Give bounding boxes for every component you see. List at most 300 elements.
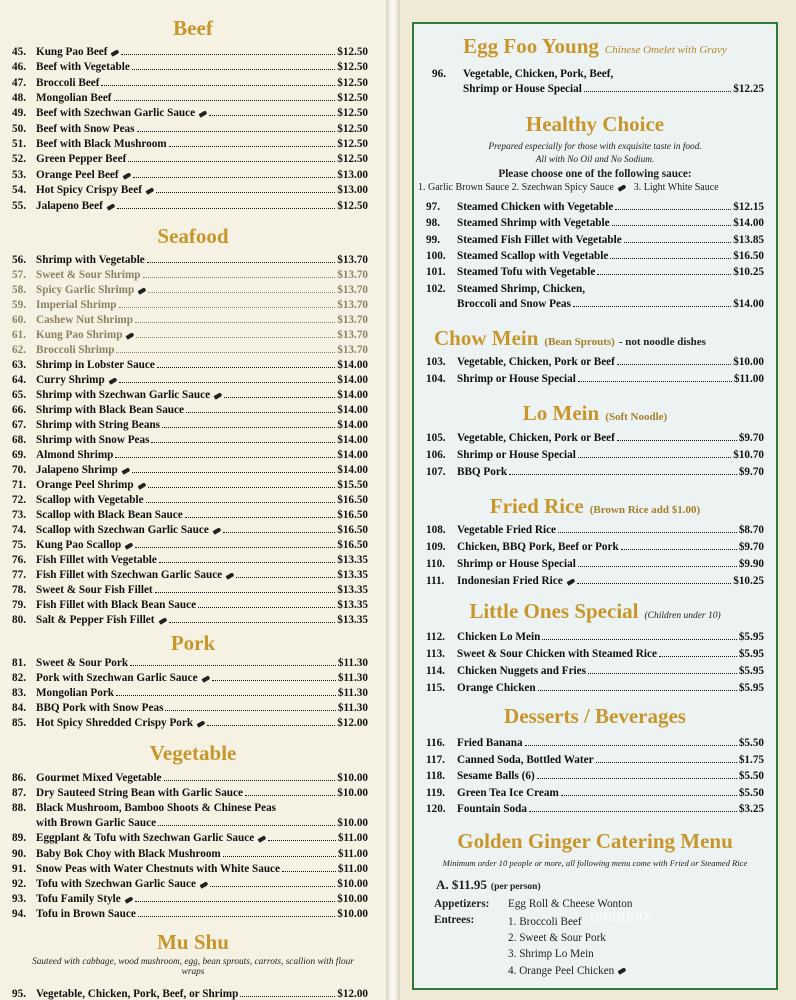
item-name: Vegetable Fried Rice	[457, 524, 556, 536]
item-number: 67.	[12, 419, 26, 431]
item-name: Steamed Shrimp with Vegetable	[457, 217, 610, 230]
item-name: Scallop with Szechwan Garlic Sauce	[36, 524, 209, 536]
dot-leader	[147, 262, 335, 263]
item-price: $13.70	[337, 299, 368, 311]
spicy-pepper-icon	[138, 287, 147, 294]
item-price: $5.50	[738, 737, 764, 749]
page-fold	[386, 0, 400, 1000]
section-title: Chow Mein	[434, 326, 539, 350]
item-name: Sesame Balls (6)	[457, 770, 535, 782]
menu-item	[12, 479, 368, 491]
section-heading	[412, 704, 778, 729]
item-price: $10.00	[337, 907, 368, 920]
item-name: Orange Chicken	[457, 682, 536, 694]
spicy-pepper-icon	[617, 184, 626, 191]
menu-item	[426, 373, 764, 385]
item-price: $5.95	[738, 665, 764, 677]
item-name: Shrimp or House Special	[457, 558, 576, 570]
dot-leader	[578, 457, 731, 458]
item-price: $12.50	[337, 138, 368, 151]
package-per: (per person)	[490, 882, 541, 892]
section-subtitle: Chinese Omelet with Gravy	[604, 44, 727, 56]
item-name: Broccoli Beef	[36, 76, 100, 89]
item-price: $9.90	[738, 558, 764, 570]
item-price: $3.25	[738, 803, 764, 815]
item-name: Snow Peas with Water Chestnuts with White Sauce	[36, 862, 280, 875]
item-price: $13.35	[337, 569, 368, 581]
menu-item	[12, 123, 368, 135]
dot-leader	[578, 381, 732, 382]
item-name: Indonesian Fried Rice	[457, 575, 563, 587]
item-price: $12.25	[733, 83, 764, 95]
item-name: Almond Shrimp	[36, 449, 114, 461]
spicy-pepper-icon	[106, 203, 115, 210]
menu-item	[426, 737, 764, 749]
dot-leader	[198, 607, 335, 608]
item-number: 109.	[426, 541, 446, 553]
dot-leader	[612, 225, 732, 226]
item-price: $10.00	[337, 772, 368, 784]
dot-leader	[119, 382, 336, 383]
item-name: Jalapeno Shrimp	[36, 464, 118, 476]
item-number: 61.	[12, 329, 26, 341]
menu-item	[12, 254, 368, 266]
item-number: 77.	[12, 569, 26, 581]
item-price: $14.00	[337, 419, 368, 431]
item-number: 81.	[12, 657, 26, 669]
item-name: Shrimp or House Special	[457, 448, 576, 461]
item-price: $9.70	[738, 465, 764, 478]
item-number: 74.	[12, 524, 26, 536]
menu-item	[426, 466, 764, 478]
item-number: 92.	[12, 877, 26, 890]
item-number: 94.	[12, 907, 26, 920]
menu-item	[426, 665, 764, 677]
item-name: Scallop with Black Bean Sauce	[36, 509, 183, 521]
menu-item	[426, 217, 764, 229]
item-name: Steamed Scallop with Vegetable	[457, 249, 609, 262]
dot-leader	[509, 474, 737, 475]
menu-item	[426, 754, 764, 766]
item-number: 96.	[432, 68, 446, 80]
item-number: 104.	[426, 373, 446, 385]
sauce-instruction: Please choose one of the following sauce:	[498, 168, 692, 180]
item-name: Mongolian Pork	[36, 687, 115, 700]
section-title: Desserts / Beverages	[504, 704, 686, 728]
item-price: $13.35	[337, 614, 368, 626]
menu-item	[12, 374, 368, 386]
item-price: $13.00	[337, 168, 368, 181]
section-heading	[434, 326, 778, 351]
item-price: $5.95	[738, 631, 764, 643]
item-name: Scallop with Vegetable	[36, 494, 144, 506]
item-price: $12.50	[337, 107, 368, 120]
item-price: $12.50	[337, 199, 368, 212]
menu-item	[12, 687, 368, 699]
item-name: Sweet & Sour Pork	[36, 657, 129, 669]
item-name: Sweet & Sour Chicken with Steamed Rice	[457, 648, 657, 660]
item-name: Dry Sauteed String Bean with Garlic Sauce	[36, 787, 243, 800]
dot-leader	[128, 161, 335, 162]
item-name: Beef with Szechwan Garlic Sauce	[36, 107, 196, 120]
item-number: 55.	[12, 199, 26, 212]
item-name: Eggplant & Tofu with Szechwan Garlic Sauce	[36, 832, 255, 845]
item-name: Vegetable, Chicken, Pork or Beef	[457, 432, 615, 444]
item-number: 85.	[12, 717, 26, 730]
item-number: 49.	[12, 107, 26, 120]
menu-item	[426, 234, 764, 246]
menu-item	[426, 803, 764, 815]
dot-leader	[185, 517, 336, 518]
section-heading	[0, 631, 386, 656]
menu-item	[426, 266, 764, 278]
item-number: 108.	[426, 524, 446, 536]
section-heading	[0, 16, 386, 41]
item-number: 57.	[12, 269, 26, 281]
item-price: $5.95	[738, 648, 764, 660]
entrees-label: Entrees:	[434, 914, 475, 926]
menu-item-continued	[463, 83, 764, 95]
item-name: Steamed Chicken with Vegetable	[457, 201, 614, 213]
menu-item	[426, 575, 764, 587]
menu-item	[12, 702, 368, 714]
spicy-pepper-icon	[212, 527, 221, 534]
dot-leader	[148, 292, 335, 293]
item-price: $14.00	[337, 389, 368, 401]
item-price: $14.00	[733, 297, 764, 310]
dot-leader	[577, 583, 732, 584]
dot-leader	[596, 762, 737, 763]
item-price: $15.50	[337, 479, 368, 491]
dot-leader	[130, 665, 336, 666]
dot-leader	[621, 549, 737, 550]
section-subtitle: (Bean Sprouts)	[544, 336, 615, 348]
menu-item	[12, 184, 368, 196]
item-price: $14.00	[337, 464, 368, 476]
item-name-line2: Broccoli and Snow Peas	[457, 297, 571, 310]
item-price: $10.00	[337, 877, 368, 890]
item-number: 64.	[12, 374, 26, 386]
section-title: Vegetable	[149, 741, 237, 765]
dot-leader	[138, 916, 335, 917]
item-price: $13.70	[337, 329, 368, 341]
dot-leader	[146, 502, 336, 503]
menu-item	[12, 329, 368, 341]
menu-item	[12, 169, 368, 181]
dot-leader	[617, 440, 737, 441]
item-name: Fish Fillet with Black Bean Sauce	[36, 599, 197, 611]
item-number: 69.	[12, 449, 26, 461]
item-number: 115.	[426, 682, 445, 694]
dot-leader	[155, 592, 336, 593]
item-price: $12.15	[733, 201, 764, 213]
spicy-pepper-icon	[124, 896, 133, 903]
item-number: 95.	[12, 988, 26, 1000]
item-number: 84.	[12, 702, 26, 715]
item-price: $14.00	[337, 434, 368, 446]
item-number: 86.	[12, 772, 26, 784]
menu-item	[426, 631, 764, 643]
item-name: Beef with Snow Peas	[36, 122, 135, 135]
menu-item	[426, 201, 764, 213]
section-subtitle: (Children under 10)	[644, 611, 721, 621]
item-price: $14.00	[337, 449, 368, 461]
dot-leader	[157, 367, 335, 368]
section-subtitle: (Soft Noodle)	[605, 411, 668, 423]
item-price: $14.00	[733, 217, 764, 230]
item-number: 50.	[12, 122, 26, 135]
spicy-pepper-icon	[111, 49, 120, 56]
item-name: Steamed Fish Fillet with Vegetable	[457, 233, 622, 246]
dot-leader	[137, 131, 336, 132]
spicy-pepper-icon	[122, 172, 131, 179]
item-price: $5.95	[738, 682, 764, 694]
item-name: Mongolian Beef	[36, 92, 112, 105]
item-number: 59.	[12, 299, 26, 311]
item-name: Kung Pao Scallop	[36, 539, 122, 551]
item-name: Canned Soda, Bottled Water	[457, 753, 594, 766]
menu-item	[12, 584, 368, 596]
item-number: 97.	[426, 201, 440, 213]
item-number: 79.	[12, 599, 26, 611]
item-price: $11.30	[337, 657, 368, 669]
entree-name: 3. Shrimp Lo Mein	[508, 948, 594, 961]
menu-item	[12, 61, 368, 73]
section-heading	[412, 829, 778, 854]
section-heading	[412, 494, 778, 519]
item-name: Spicy Garlic Shrimp	[36, 284, 135, 296]
section-subtitle: (Brown Rice add $1.00)	[589, 504, 701, 516]
item-name: Fish Fillet with Szechwan Garlic Sauce	[36, 569, 223, 581]
item-number: 107.	[426, 465, 446, 478]
item-number: 89.	[12, 832, 26, 845]
item-name-line2: with Brown Garlic Sauce	[36, 817, 157, 830]
menu-item	[12, 657, 368, 669]
dot-leader	[169, 146, 336, 147]
dot-leader	[207, 725, 335, 726]
section-heading	[412, 34, 778, 59]
dot-leader	[223, 856, 336, 857]
item-number: 76.	[12, 554, 26, 566]
item-price: $13.85	[733, 233, 764, 246]
watermark: menupix	[590, 908, 651, 925]
section-title: Little Ones Special	[469, 599, 639, 623]
item-number: 47.	[12, 76, 26, 89]
item-name: Salt & Pepper Fish Fillet	[36, 614, 155, 626]
menu-item	[426, 250, 764, 262]
item-price: $11.30	[337, 672, 368, 685]
item-price: $16.50	[337, 524, 368, 536]
menu-item	[12, 299, 368, 311]
menu-item	[426, 787, 764, 799]
dot-leader	[186, 412, 335, 413]
item-number: 78.	[12, 584, 26, 596]
section-title: Seafood	[157, 224, 229, 248]
menu-item	[12, 314, 368, 326]
item-name: Green Pepper Beef	[36, 153, 127, 166]
menu-item	[12, 832, 368, 844]
menu-item	[12, 138, 368, 150]
dot-leader	[121, 54, 335, 55]
spicy-pepper-icon	[201, 675, 210, 682]
menu-item	[12, 389, 368, 401]
dot-leader	[148, 487, 336, 488]
menu-item	[12, 988, 368, 1000]
menu-item	[12, 284, 368, 296]
spicy-pepper-icon	[121, 467, 130, 474]
item-number: 53.	[12, 168, 26, 181]
item-price: $12.50	[337, 61, 368, 74]
dot-leader	[169, 622, 336, 623]
spicy-pepper-icon	[199, 111, 208, 118]
menu-item	[12, 404, 368, 416]
menu-item	[12, 434, 368, 446]
menu-item	[12, 878, 368, 890]
menu-item	[12, 359, 368, 371]
item-price: $13.70	[337, 269, 368, 281]
section-title: Lo Mein	[522, 401, 600, 425]
item-number: 73.	[12, 509, 26, 521]
item-price: $13.35	[337, 599, 368, 611]
item-price: $9.70	[738, 432, 764, 444]
dot-leader	[558, 532, 737, 533]
dot-leader	[158, 825, 335, 826]
item-price: $13.35	[337, 584, 368, 596]
dot-leader	[136, 337, 335, 338]
item-name: Vegetable, Chicken, Pork, Beef,	[463, 68, 614, 80]
item-name: Kung Pao Beef	[36, 46, 108, 58]
menu-item	[426, 770, 764, 782]
dot-leader	[584, 91, 731, 92]
menu-item	[12, 200, 368, 212]
item-price: $10.25	[733, 266, 764, 279]
dot-leader	[156, 192, 335, 193]
item-number: 103.	[426, 356, 446, 368]
item-name: Vegetable, Chicken, Pork or Beef	[457, 356, 615, 368]
dot-leader	[624, 242, 732, 243]
spicy-pepper-icon	[126, 332, 135, 339]
healthy-note-2: All with No Oil and No Sodium.	[535, 155, 655, 165]
item-number: 88.	[12, 802, 26, 815]
dot-leader	[165, 710, 335, 711]
item-price: $16.50	[337, 509, 368, 521]
menu-item	[12, 554, 368, 566]
item-name: Steamed Tofu with Vegetable	[457, 266, 596, 279]
item-number: 58.	[12, 284, 26, 296]
menu-item	[12, 863, 368, 875]
dot-leader	[135, 547, 335, 548]
menu-item	[426, 356, 764, 368]
item-name: Beef with Vegetable	[36, 61, 130, 74]
catering-package	[436, 877, 541, 893]
item-number: 63.	[12, 359, 26, 371]
item-number: 114.	[426, 665, 445, 677]
menu-item	[12, 614, 368, 626]
item-number: 91.	[12, 862, 26, 875]
item-number: 62.	[12, 344, 26, 356]
item-name: Steamed Shrimp, Chicken,	[457, 282, 586, 295]
item-name: Hot Spicy Crispy Beef	[36, 184, 142, 197]
item-number: 51.	[12, 138, 26, 151]
dot-leader	[610, 258, 731, 259]
spicy-pepper-icon	[199, 881, 208, 888]
section-title: Golden Ginger Catering Menu	[457, 829, 733, 853]
spicy-pepper-icon	[618, 967, 627, 974]
item-name: Tofu with Szechwan Garlic Sauce	[36, 877, 196, 890]
item-price: $13.70	[337, 314, 368, 326]
dot-leader	[529, 811, 737, 812]
item-name: Imperial Shrimp	[36, 299, 117, 311]
item-price: $13.70	[337, 254, 368, 266]
spicy-pepper-icon	[566, 578, 575, 585]
menu-item	[12, 672, 368, 684]
dot-leader	[615, 209, 731, 210]
menu-item	[12, 153, 368, 165]
appetizers-list: Egg Roll & Cheese Wonton	[508, 898, 633, 910]
menu-item	[426, 682, 764, 694]
section-subtitle-note: - not noodle dishes	[618, 336, 706, 348]
dot-leader	[224, 397, 335, 398]
dot-leader	[132, 69, 335, 70]
menu-item-continued	[457, 298, 764, 310]
item-price: $13.70	[337, 284, 368, 296]
entree-name: 4. Orange Peel Chicken	[508, 964, 615, 977]
item-name: Curry Shrimp	[36, 374, 105, 386]
item-price: $1.75	[738, 753, 764, 766]
section-title: Beef	[173, 16, 213, 40]
item-number: 52.	[12, 153, 26, 166]
item-number: 119.	[426, 786, 445, 799]
menu-item	[426, 648, 764, 660]
menu-item	[12, 893, 368, 905]
dot-leader	[159, 562, 335, 563]
item-number: 83.	[12, 687, 26, 700]
section-heading	[412, 112, 778, 137]
dot-leader	[659, 656, 737, 657]
section-title: Pork	[170, 631, 216, 655]
menu-item	[12, 77, 368, 89]
item-name: Fountain Soda	[457, 803, 527, 815]
menu-item	[12, 772, 368, 784]
item-price: $10.00	[337, 817, 368, 830]
item-number: 68.	[12, 434, 26, 446]
item-number: 110.	[426, 558, 445, 570]
item-name: Shrimp with Szechwan Garlic Sauce	[36, 389, 211, 401]
item-price: $10.00	[337, 787, 368, 800]
package-price: A. $11.95	[436, 877, 487, 892]
item-number: 98.	[426, 217, 440, 230]
spicy-pepper-icon	[258, 836, 267, 843]
item-name: Shrimp or House Special	[457, 373, 576, 385]
item-name: Orange Peel Shrimp	[36, 479, 134, 491]
spicy-pepper-icon	[146, 187, 155, 194]
item-name: Chicken, BBQ Pork, Beef or Pork	[457, 541, 619, 553]
dot-leader	[597, 274, 731, 275]
item-number: 93.	[12, 892, 26, 905]
dot-leader	[117, 208, 335, 209]
item-price: $12.50	[337, 76, 368, 89]
dot-leader	[212, 680, 336, 681]
menu-item	[432, 68, 764, 80]
item-number: 105.	[426, 432, 446, 444]
menu-item	[12, 717, 368, 729]
item-price: $10.00	[337, 892, 368, 905]
item-name: Vegetable, Chicken, Pork, Beef, or Shrimp	[36, 988, 239, 1000]
item-price: $10.00	[733, 356, 764, 368]
item-price: $11.30	[337, 687, 368, 700]
item-number: 112.	[426, 631, 445, 643]
item-price: $9.70	[738, 541, 764, 553]
